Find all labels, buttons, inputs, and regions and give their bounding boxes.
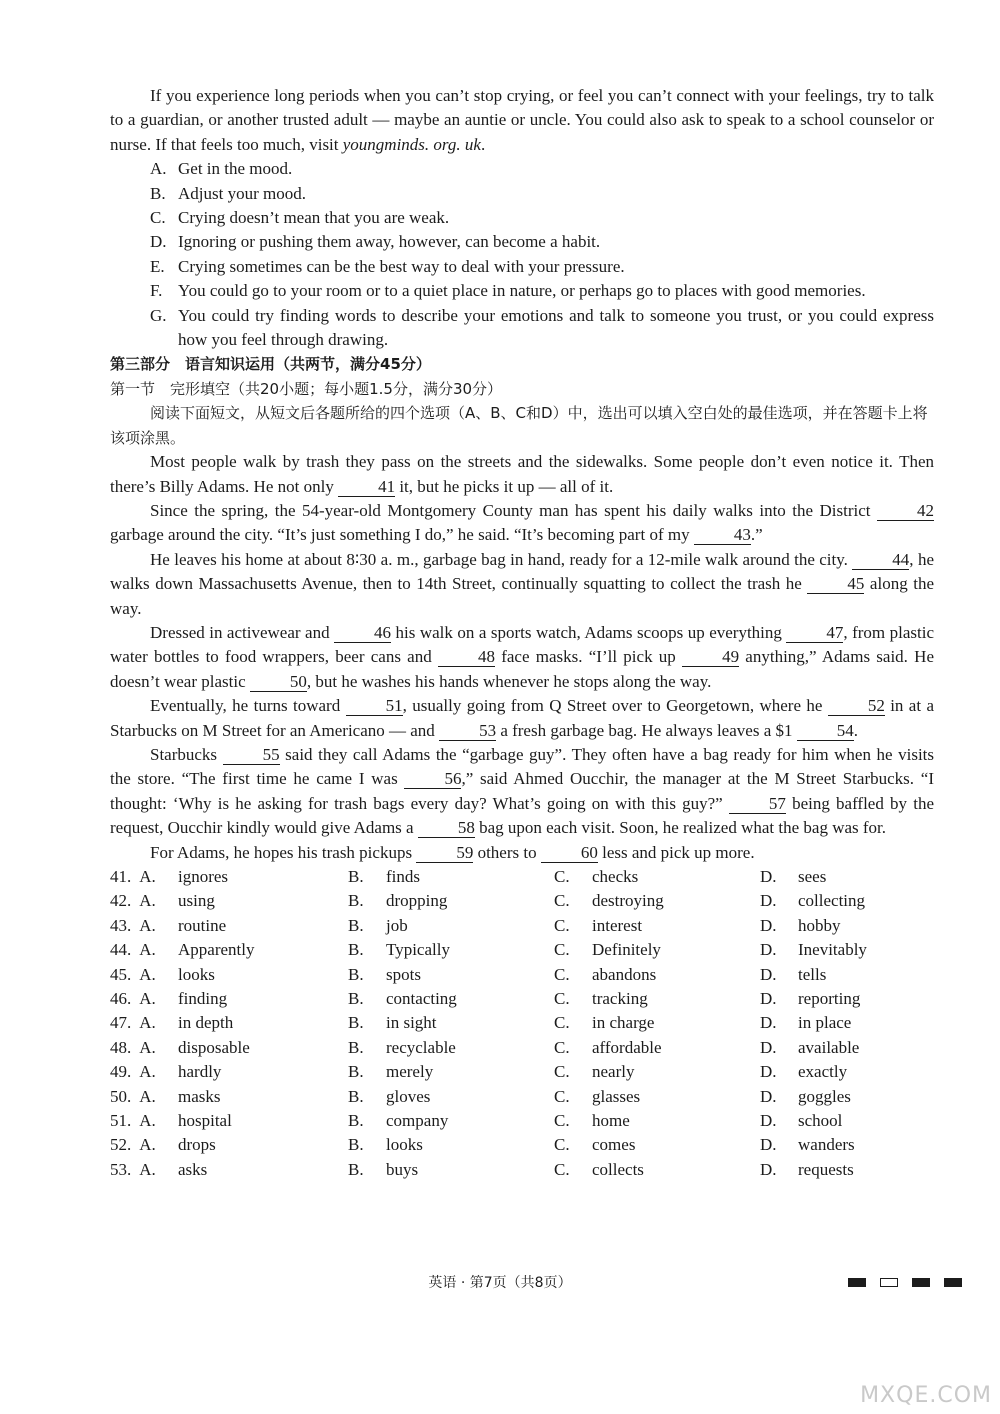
choice-letter: A.: [139, 1062, 156, 1082]
cloze-text: For Adams, he hopes his trash pickups: [150, 842, 417, 862]
blank-53: 53: [439, 722, 496, 741]
cloze-text: along the way.: [110, 574, 934, 618]
choice-d: available: [798, 1037, 860, 1057]
choice-letter: B.: [348, 1111, 364, 1131]
choice-letter: D.: [760, 867, 777, 886]
choice-b: spots: [386, 964, 421, 984]
choice-letter: B.: [348, 1086, 364, 1106]
choice-letter: A.: [139, 1086, 156, 1106]
choice-a: in depth: [178, 1013, 234, 1033]
question-number: 52.: [110, 1135, 132, 1155]
blank-55: 55: [223, 746, 280, 765]
choice-a: using: [178, 891, 215, 911]
cloze-paragraph-6: [110, 743, 934, 841]
cloze-text: Dressed in activewear and: [150, 622, 335, 642]
option-item: [110, 230, 934, 254]
choice-c: comes: [592, 1135, 636, 1155]
question-row: [110, 987, 934, 1011]
question-row: [110, 1011, 934, 1035]
option-text: You could try finding words to describe your emotions and talk to someone you trust, or you could express how you feel through drawing.: [178, 305, 934, 350]
choice-letter: B.: [348, 915, 364, 935]
subsection-title: 第一节 完形填空（共20小题；每小题1.5分，满分30分）: [110, 379, 503, 398]
blank-60: 60: [541, 844, 598, 863]
question-row: [110, 963, 934, 987]
question-row: [110, 889, 934, 913]
choice-c: abandons: [592, 964, 657, 984]
watermark-text: MXQE.COM: [860, 1383, 992, 1408]
cloze-text: Most people walk by trash they pass on the streets and the sidewalks. Some people don’t even notice it. Then there’s Billy Adams. He not only: [110, 452, 934, 496]
question-number: 48.: [110, 1037, 132, 1057]
choice-c: collects: [592, 1159, 644, 1179]
option-letter: B.: [150, 183, 166, 203]
choice-letter: A.: [139, 867, 156, 886]
choice-b: merely: [386, 1062, 434, 1082]
choice-c: nearly: [592, 1062, 635, 1082]
choice-letter: C.: [554, 1037, 570, 1057]
choice-letter: B.: [348, 891, 364, 911]
option-item: [110, 279, 934, 303]
choice-letter: A.: [139, 1135, 156, 1155]
blank-44: 44: [852, 551, 909, 570]
choice-c: Definitely: [592, 940, 661, 960]
choice-b: Typically: [386, 940, 450, 960]
choice-letter: A.: [139, 1037, 156, 1057]
cloze-text: Since the spring, the 54-year-old Montgomery County man has spent his daily walks into the District: [150, 500, 877, 520]
option-text: You could go to your room or to a quiet place in nature, or perhaps go to places with good memories.: [178, 281, 866, 301]
cloze-paragraph-4: [110, 621, 934, 694]
choice-letter: D.: [760, 1159, 777, 1179]
question-number-cell: [110, 987, 178, 1011]
question-number-cell: [110, 889, 178, 913]
choice-d: collecting: [798, 891, 866, 911]
blank-58: 58: [418, 819, 475, 838]
choice-c: home: [592, 1111, 630, 1131]
cloze-text: said they call Adams the “garbage guy”. They often have a bag ready for him when he visits the store. “The first time he came I was: [110, 744, 935, 789]
cloze-text: ,” said Ahmed Oucchir, the manager at the M Street Starbucks. “I thought: ‘Why is he asking for trash bags every day? What’s going on with this guy?”: [110, 769, 934, 813]
blank-49: 49: [682, 648, 739, 667]
cloze-text: others to: [473, 842, 541, 862]
choice-letter: D.: [760, 964, 777, 984]
question-row: [110, 1158, 934, 1182]
blank-52: 52: [828, 697, 885, 716]
choice-b: job: [386, 915, 408, 935]
choice-letter: D.: [760, 891, 777, 911]
blank-41: 41: [338, 478, 395, 497]
blank-57: 57: [729, 795, 786, 814]
choice-a: asks: [178, 1159, 208, 1179]
choice-d: requests: [798, 1159, 854, 1179]
option-item: [110, 206, 934, 230]
choice-letter: C.: [554, 1013, 570, 1033]
question-row: [110, 938, 934, 962]
choice-d: tells: [798, 964, 827, 984]
choice-d: in place: [798, 1013, 852, 1033]
question-number-cell: [110, 1060, 178, 1084]
question-number-cell: [110, 963, 178, 987]
question-number: 46.: [110, 989, 132, 1009]
question-row: [110, 1133, 934, 1157]
choice-b: finds: [386, 867, 420, 886]
choice-letter: A.: [139, 1159, 156, 1179]
choice-letter: C.: [554, 1111, 570, 1131]
question-number-cell: [110, 865, 178, 889]
blank-45: 45: [807, 575, 864, 594]
cloze-text: face masks. “I’ll pick up: [494, 647, 683, 667]
choice-a: drops: [178, 1135, 216, 1155]
cloze-text: a fresh garbage bag. He always leaves a $1: [496, 720, 797, 740]
option-text: Ignoring or pushing them away, however, can become a habit.: [178, 232, 601, 252]
choice-a: finding: [178, 989, 228, 1009]
cloze-text: , usually going from Q Street over to Georgetown, where he: [402, 696, 828, 716]
choice-letter: B.: [348, 1062, 364, 1082]
choice-a: hospital: [178, 1111, 232, 1131]
choice-letter: A.: [139, 1111, 156, 1131]
cloze-text: it, but he picks it up — all of it.: [395, 476, 614, 496]
choice-letter: A.: [139, 989, 156, 1009]
cloze-text: He leaves his home at about 8∶30 a. m., garbage bag in hand, ready for a 12-mile walk around the city.: [150, 549, 853, 569]
choice-letter: C.: [554, 1062, 570, 1082]
blank-47: 47: [786, 624, 843, 643]
question-number-cell: [110, 938, 178, 962]
choice-letter: C.: [554, 1135, 570, 1155]
choice-c: affordable: [592, 1037, 662, 1057]
choice-b: contacting: [386, 989, 457, 1009]
question-row: [110, 914, 934, 938]
cloze-text: his walk on a sports watch, Adams scoops up everything: [391, 622, 787, 642]
passage-link: youngminds. org. uk: [342, 134, 481, 154]
question-number-cell: [110, 1036, 178, 1060]
choice-letter: B.: [348, 989, 364, 1009]
seven-five-options: [110, 157, 934, 352]
question-number: 44.: [110, 940, 132, 960]
choice-letter: C.: [554, 989, 570, 1009]
choice-a: disposable: [178, 1037, 250, 1057]
option-item: [110, 255, 934, 279]
choice-letter: C.: [554, 940, 570, 960]
question-row: [110, 1036, 934, 1060]
passage-intro-text: If you experience long periods when you can’t stop crying, or feel you can’t connect with your feelings, try to talk to a guardian, or another trusted adult — maybe an auntie or uncle. You could also ask to speak to a school counselor or nurse. If that feels too much, visit: [110, 86, 934, 154]
option-text: Crying sometimes can be the best way to deal with your pressure.: [178, 256, 625, 276]
choice-letter: A.: [139, 1013, 156, 1033]
choice-a: masks: [178, 1086, 221, 1106]
choice-b: looks: [386, 1135, 423, 1155]
question-number-cell: [110, 1158, 178, 1182]
option-text: Crying doesn’t mean that you are weak.: [178, 208, 450, 228]
question-number-cell: [110, 1133, 178, 1157]
cloze-text: bag upon each visit. Soon, he realized what the bag was for.: [474, 818, 887, 838]
question-number: 51.: [110, 1111, 132, 1131]
option-text: Get in the mood.: [178, 159, 293, 179]
cloze-paragraph-7: [110, 841, 934, 865]
option-letter: E.: [150, 256, 165, 276]
blank-54: 54: [797, 722, 854, 741]
choice-d: exactly: [798, 1062, 848, 1082]
choice-a: hardly: [178, 1062, 222, 1082]
exam-page: [110, 84, 934, 1182]
question-row: [110, 1060, 934, 1084]
question-options-list: [110, 865, 934, 1182]
blank-42: 42: [877, 502, 934, 521]
option-item: [110, 304, 934, 353]
question-row: [110, 1109, 934, 1133]
cloze-text: , he walks down Massachusetts Avenue, then to 14th Street, continually squatting to collect the trash he: [110, 549, 934, 594]
cloze-text: , but he washes his hands whenever he stops along the way.: [306, 671, 712, 691]
option-item: [110, 157, 934, 181]
choice-letter: D.: [760, 1013, 777, 1033]
choice-letter: D.: [760, 989, 777, 1009]
choice-letter: C.: [554, 964, 570, 984]
cloze-text: in at a Starbucks on M Street for an Americano — and: [110, 696, 934, 740]
choice-letter: B.: [348, 867, 364, 886]
filled-mark: [912, 1278, 930, 1287]
cloze-text: Eventually, he turns toward: [150, 696, 346, 716]
choice-letter: B.: [348, 1159, 364, 1179]
cloze-text: Starbucks: [150, 744, 223, 764]
cloze-paragraph-3: [110, 548, 934, 621]
cloze-text: , from plastic water bottles to food wrappers, beer cans and: [110, 622, 934, 667]
cloze-text: .”: [750, 525, 763, 545]
blank-48: 48: [438, 648, 495, 667]
option-letter: F.: [150, 281, 163, 301]
choice-letter: B.: [348, 940, 364, 960]
choice-a: ignores: [178, 867, 229, 886]
choice-letter: D.: [760, 940, 777, 960]
passage-intro-paragraph: [110, 84, 934, 157]
page-footer: 英语 · 第7页（共8页）: [428, 1275, 572, 1291]
question-number: 49.: [110, 1062, 132, 1082]
question-number: 42.: [110, 891, 132, 911]
blank-59: 59: [416, 844, 473, 863]
choice-letter: C.: [554, 891, 570, 911]
question-number: 50.: [110, 1086, 132, 1106]
directions: 阅读下面短文，从短文后各题所给的四个选项（A、B、C和D）中，选出可以填入空白处的最佳选项，并在答题卡上将该项涂黑。: [110, 404, 928, 447]
choice-d: goggles: [798, 1086, 851, 1106]
choice-a: routine: [178, 915, 227, 935]
blank-46: 46: [334, 624, 391, 643]
choice-c: checks: [592, 867, 639, 886]
cloze-text: .: [853, 720, 858, 740]
choice-letter: D.: [760, 915, 777, 935]
choice-c: glasses: [592, 1086, 641, 1106]
choice-letter: B.: [348, 1037, 364, 1057]
question-number-cell: [110, 1109, 178, 1133]
option-letter: G.: [150, 305, 167, 325]
choice-letter: C.: [554, 867, 570, 886]
choice-c: destroying: [592, 891, 664, 911]
question-number: 45.: [110, 964, 132, 984]
filled-mark: [944, 1278, 962, 1287]
choice-letter: D.: [760, 1062, 777, 1082]
choice-letter: D.: [760, 1111, 777, 1131]
choice-b: in sight: [386, 1013, 437, 1033]
question-number: 53.: [110, 1159, 132, 1179]
choice-b: buys: [386, 1159, 419, 1179]
filled-mark: [848, 1278, 866, 1287]
choice-a: looks: [178, 964, 215, 984]
choice-b: company: [386, 1111, 449, 1131]
choice-d: reporting: [798, 989, 861, 1009]
choice-letter: B.: [348, 1135, 364, 1155]
page-marks: [848, 1278, 962, 1287]
section-title: 第三部分 语言知识运用（共两节，满分45分）: [110, 355, 431, 374]
choice-letter: C.: [554, 1159, 570, 1179]
question-number: 43.: [110, 915, 132, 935]
cloze-text: anything,” Adams said. He doesn’t wear plastic: [110, 647, 934, 691]
choice-letter: B.: [348, 1013, 364, 1033]
choice-a: Apparently: [178, 940, 255, 960]
blank-56: 56: [404, 770, 461, 789]
choice-d: school: [798, 1111, 843, 1131]
cloze-text: being baffled by the request, Oucchir kindly would give Adams a: [110, 793, 934, 838]
choice-letter: A.: [139, 940, 156, 960]
cloze-text: less and pick up more.: [597, 842, 755, 862]
choice-letter: D.: [760, 1037, 777, 1057]
blank-43: 43: [694, 526, 751, 545]
cloze-text: garbage around the city. “It’s just something I do,” he said. “It’s becoming part of my: [110, 525, 694, 545]
choice-c: tracking: [592, 989, 648, 1009]
option-item: [110, 182, 934, 206]
choice-c: interest: [592, 915, 643, 935]
question-number-cell: [110, 1085, 178, 1109]
option-letter: D.: [150, 232, 167, 252]
choice-letter: A.: [139, 964, 156, 984]
question-number-cell: [110, 1011, 178, 1035]
choice-b: recyclable: [386, 1037, 456, 1057]
cloze-paragraph-2: [110, 499, 934, 548]
choice-letter: C.: [554, 915, 570, 935]
choice-letter: C.: [554, 1086, 570, 1106]
option-letter: C.: [150, 208, 166, 228]
choice-d: Inevitably: [798, 940, 867, 960]
choice-d: sees: [798, 867, 827, 886]
passage-end: .: [480, 134, 486, 154]
choice-letter: D.: [760, 1135, 777, 1155]
blank-50: 50: [250, 673, 307, 692]
cloze-paragraph-5: [110, 694, 934, 743]
choice-b: dropping: [386, 891, 448, 911]
choice-d: wanders: [798, 1135, 855, 1155]
question-row: [110, 865, 934, 889]
choice-d: hobby: [798, 915, 841, 935]
question-number: 41.: [110, 867, 132, 886]
question-number-cell: [110, 914, 178, 938]
question-row: [110, 1085, 934, 1109]
option-letter: A.: [150, 159, 167, 179]
option-text: Adjust your mood.: [178, 183, 306, 203]
choice-letter: D.: [760, 1086, 777, 1106]
hollow-mark: [880, 1278, 898, 1287]
blank-51: 51: [346, 697, 403, 716]
cloze-paragraph-1: [110, 450, 934, 499]
question-number: 47.: [110, 1013, 132, 1033]
choice-letter: B.: [348, 964, 364, 984]
choice-c: in charge: [592, 1013, 655, 1033]
choice-letter: A.: [139, 891, 156, 911]
choice-letter: A.: [139, 915, 156, 935]
choice-b: gloves: [386, 1086, 431, 1106]
